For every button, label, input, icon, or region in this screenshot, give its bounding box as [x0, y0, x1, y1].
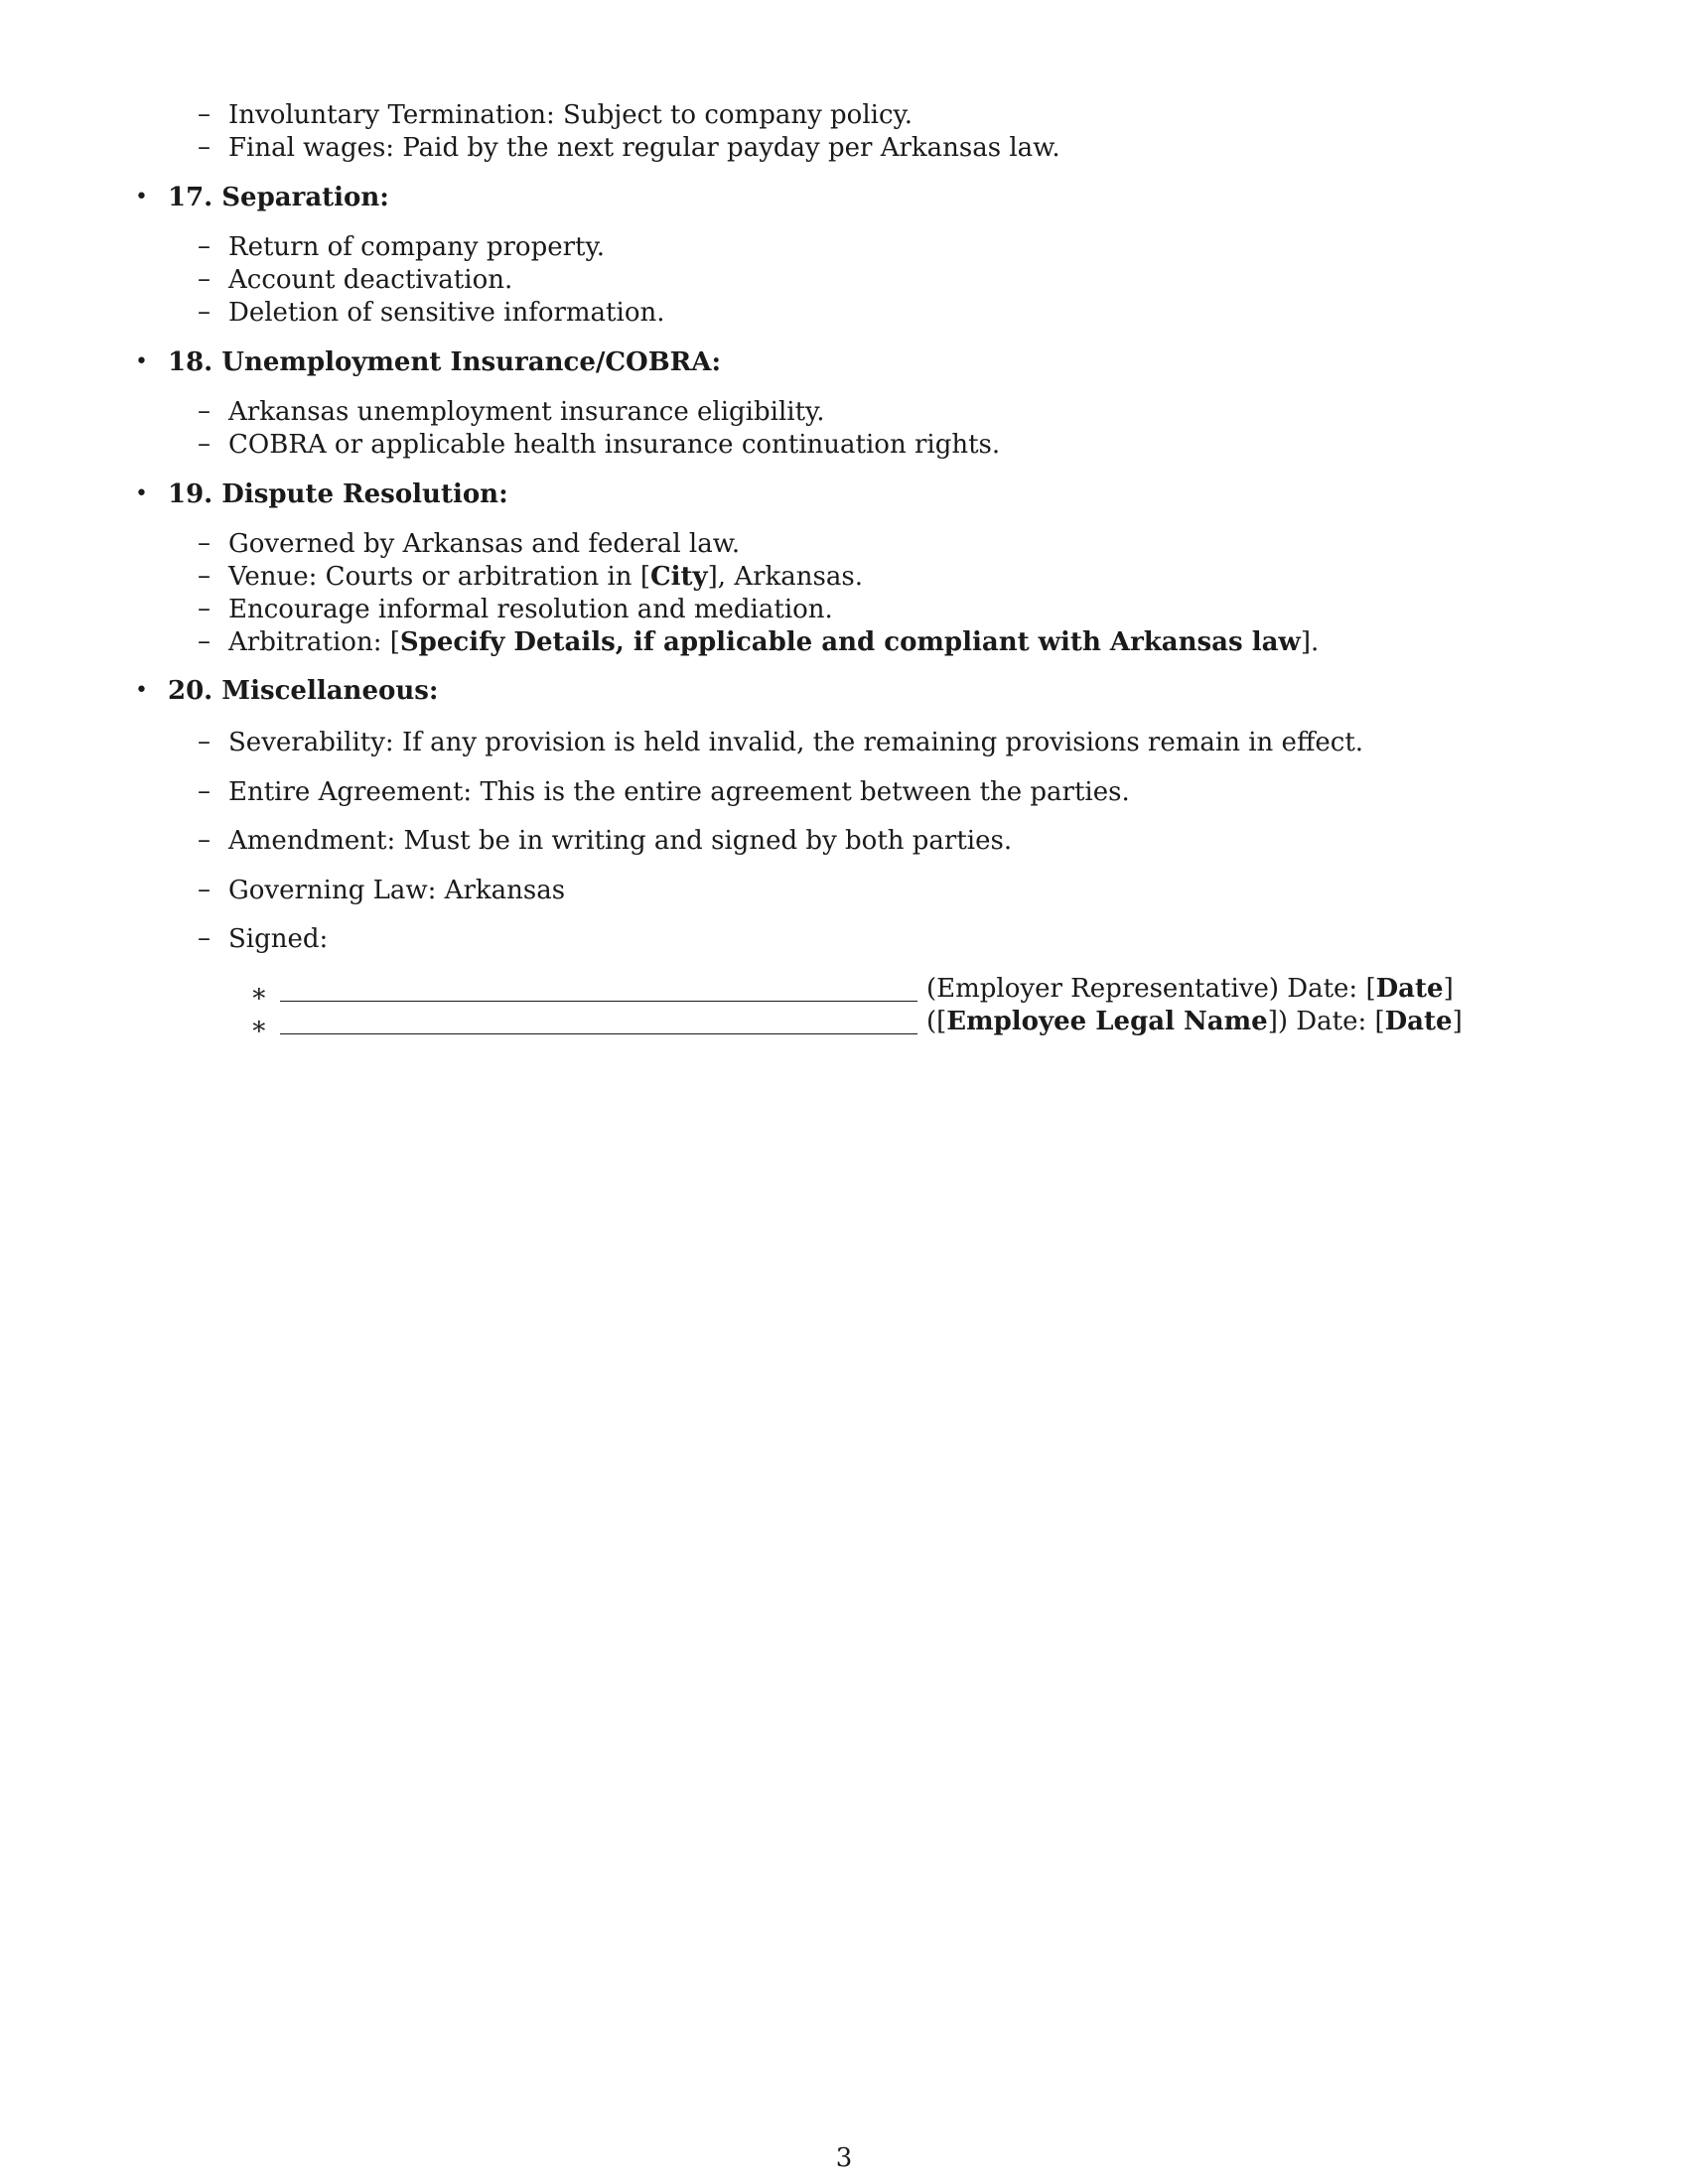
list-item: Amendment: Must be in writing and signed by both parties. [228, 826, 1013, 856]
list-item: Severability: If any provision is held invalid, the remaining provisions remain in effect. [228, 728, 1364, 757]
bullet: • [135, 185, 148, 209]
list-dash: – [198, 727, 211, 756]
list-item: Governing Law: Arkansas [228, 876, 566, 905]
list-item: Arkansas unemployment insurance eligibility. [228, 397, 825, 427]
list-dash: – [198, 594, 211, 623]
list-dash: – [198, 231, 211, 261]
list-dash: – [198, 264, 211, 294]
list-item: Return of company property. [228, 232, 605, 262]
list-dash: – [198, 776, 211, 806]
signature-star: ∗ [250, 1012, 268, 1041]
list-dash: – [198, 626, 211, 656]
page-number: 3 [835, 2143, 853, 2173]
list-item-venue: Venue: Courts or arbitration in [City], Arkansas. [228, 562, 863, 592]
section-heading: 19. Dispute Resolution: [168, 479, 508, 509]
section-heading: 20. Miscellaneous: [168, 676, 439, 706]
list-item: Involuntary Termination: Subject to company policy. [228, 100, 914, 130]
list-dash: – [198, 561, 211, 591]
list-item: Account deactivation. [228, 265, 513, 295]
section-heading: 17. Separation: [168, 183, 389, 212]
list-item: Encourage informal resolution and mediation. [228, 595, 833, 624]
list-dash: – [198, 923, 211, 953]
list-item: Deletion of sensitive information. [228, 298, 665, 328]
signature-star: ∗ [250, 979, 268, 1009]
section-heading: 18. Unemployment Insurance/COBRA: [168, 347, 722, 377]
list-dash: – [198, 99, 211, 129]
bullet: • [135, 349, 148, 374]
list-item: Signed: [228, 924, 329, 954]
list-item: Final wages: Paid by the next regular payday per Arkansas law. [228, 133, 1060, 163]
list-dash: – [198, 396, 211, 426]
bullet: • [135, 481, 148, 506]
list-item-arbitration: Arbitration: [Specify Details, if applicable and compliant with Arkansas law]. [228, 627, 1320, 657]
list-dash: – [198, 297, 211, 327]
employer-signature-caption: (Employer Representative) Date: [Date] [926, 974, 1454, 1004]
list-dash: – [198, 825, 211, 855]
bullet: • [135, 678, 148, 703]
list-item: COBRA or applicable health insurance continuation rights. [228, 430, 1001, 460]
list-dash: – [198, 429, 211, 459]
employee-signature-caption: ([Employee Legal Name]) Date: [Date] [926, 1007, 1463, 1036]
list-item: Entire Agreement: This is the entire agreement between the parties. [228, 777, 1130, 807]
employer-signature-line[interactable] [280, 1001, 917, 1002]
list-item: Governed by Arkansas and federal law. [228, 529, 741, 559]
list-dash: – [198, 132, 211, 162]
employee-signature-line[interactable] [280, 1033, 917, 1034]
list-dash: – [198, 875, 211, 904]
list-dash: – [198, 528, 211, 558]
